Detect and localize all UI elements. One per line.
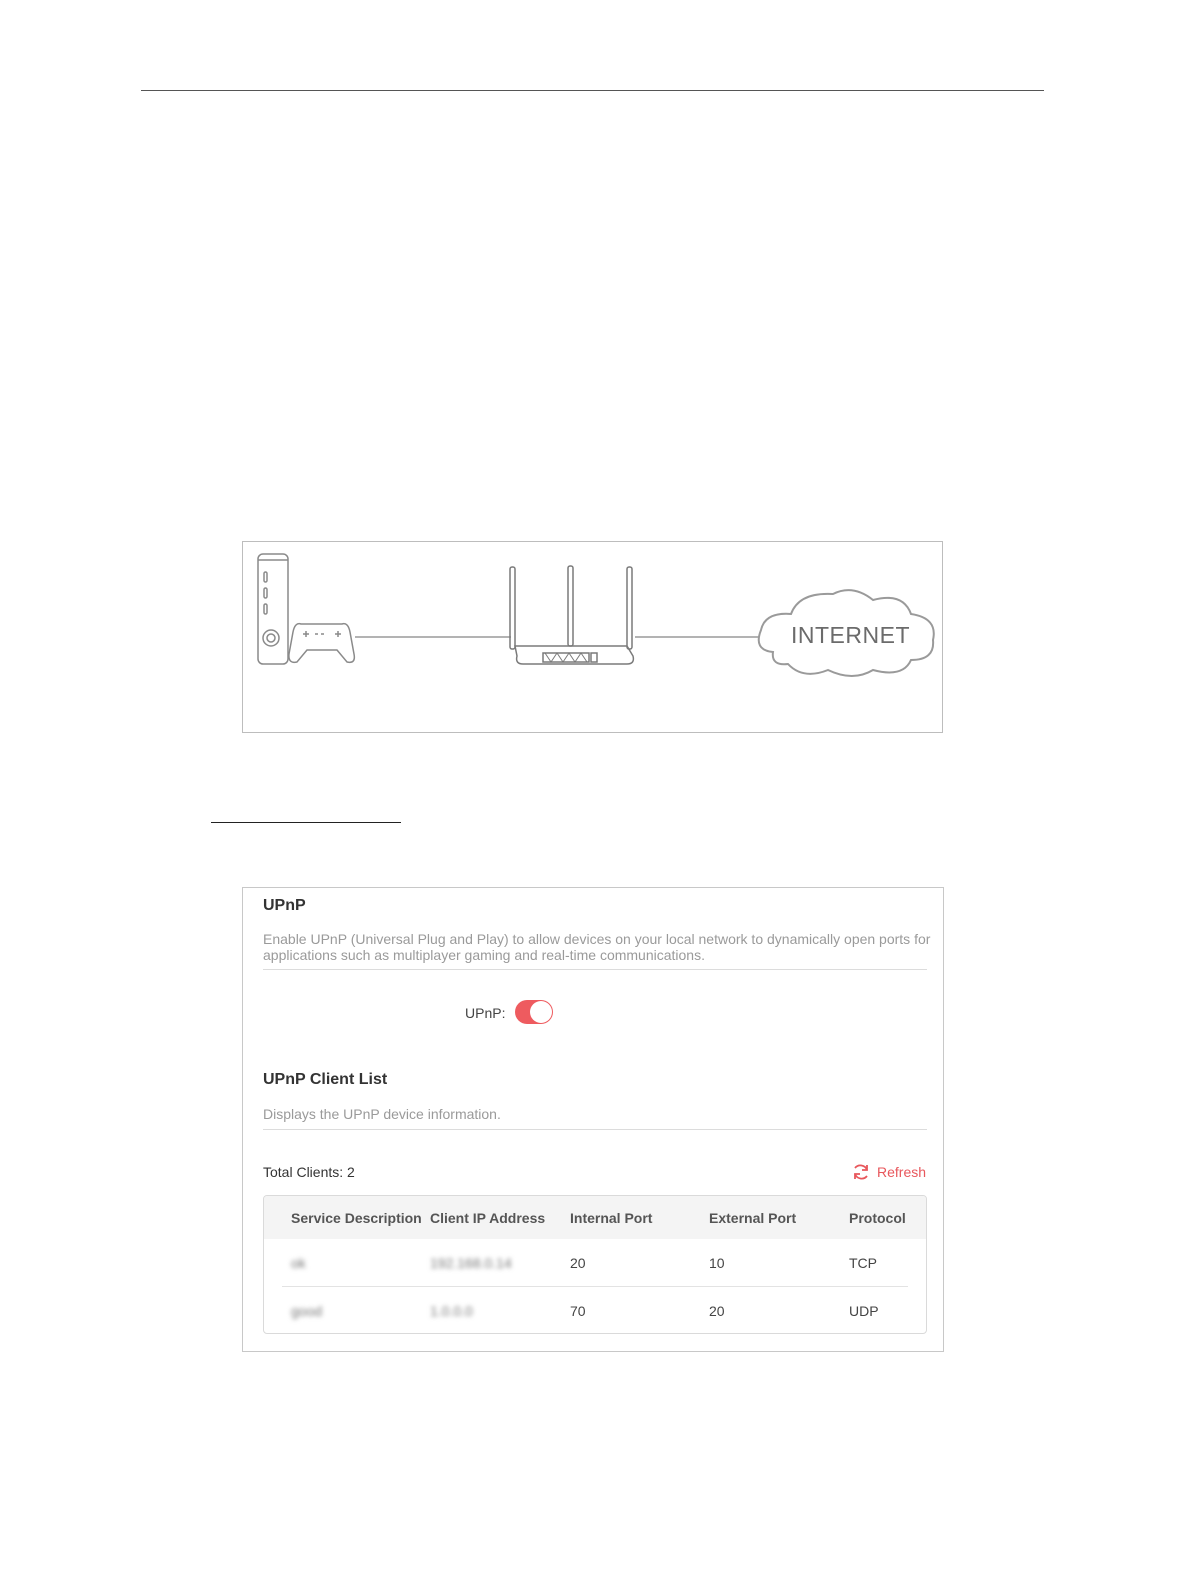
client-list-title: UPnP Client List xyxy=(263,1071,388,1088)
total-clients: Total Clients: 2 xyxy=(263,1164,355,1180)
table-header xyxy=(264,1196,926,1239)
cell-protocol: UDP xyxy=(849,1303,879,1319)
upnp-panel xyxy=(242,887,944,1352)
table-row xyxy=(264,1239,926,1286)
cell-service: ok xyxy=(291,1255,306,1271)
column-header: Client IP Address xyxy=(430,1210,546,1226)
column-header: External Port xyxy=(709,1210,797,1226)
cell-external-port: 10 xyxy=(709,1255,725,1271)
internet-label: INTERNET xyxy=(791,622,910,648)
divider xyxy=(263,1129,927,1130)
panel-description: Enable UPnP (Universal Plug and Play) to allow devices on your local network to dynamically open ports for applications such as multiplayer gaming and real-time communications. xyxy=(263,931,931,963)
divider xyxy=(263,969,927,970)
toggle-knob xyxy=(530,1001,552,1023)
game-controller-icon xyxy=(289,624,354,663)
client-list-description: Displays the UPnP device information. xyxy=(263,1106,501,1122)
panel-title: UPnP xyxy=(263,897,306,914)
column-header: Protocol xyxy=(849,1210,906,1226)
cell-ip: 192.168.0.14 xyxy=(430,1255,512,1271)
upnp-toggle-label: UPnP: xyxy=(465,1005,506,1021)
router-icon xyxy=(510,566,633,664)
column-header: Service Description xyxy=(291,1210,422,1226)
table-row xyxy=(264,1287,926,1334)
refresh-button[interactable] xyxy=(851,1161,926,1183)
column-header: Internal Port xyxy=(570,1210,653,1226)
network-diagram xyxy=(242,541,943,733)
refresh-label: Refresh xyxy=(877,1164,927,1180)
cell-protocol: TCP xyxy=(849,1255,877,1271)
client-table xyxy=(263,1195,927,1334)
cell-internal-port: 70 xyxy=(570,1303,586,1319)
cell-internal-port: 20 xyxy=(570,1255,586,1271)
cell-ip: 1.0.0.0 xyxy=(430,1303,473,1319)
game-console-icon xyxy=(258,554,288,664)
cell-service: good xyxy=(291,1303,323,1319)
refresh-icon xyxy=(851,1162,871,1182)
page-header-rule xyxy=(141,90,1044,91)
section-underline xyxy=(211,822,401,823)
cell-external-port: 20 xyxy=(709,1303,725,1319)
upnp-toggle[interactable] xyxy=(515,1000,553,1024)
